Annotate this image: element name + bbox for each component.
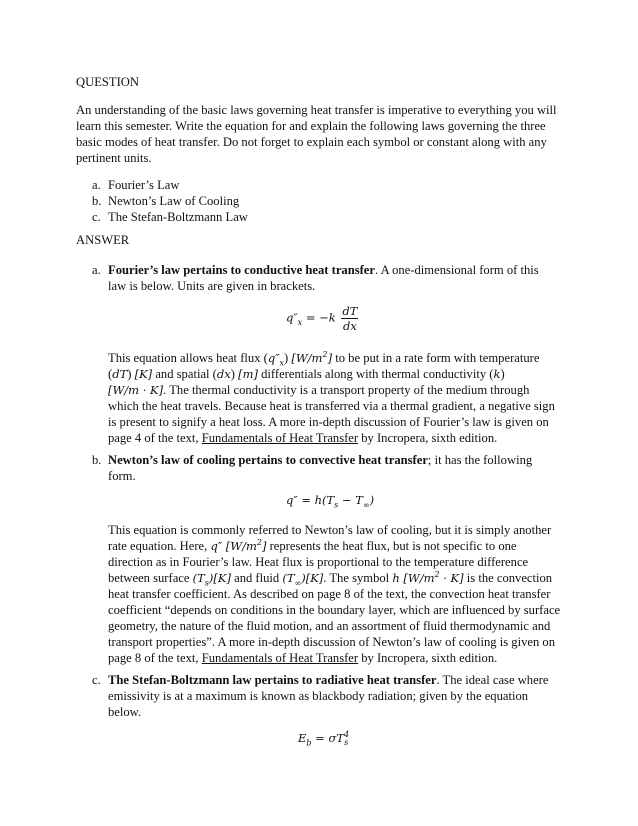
fourier-equation: $q''_x = -k$ $\frac{dT}{dx}$: [286, 304, 358, 333]
list-marker: b.: [92, 194, 102, 208]
answer-a-intro: Fourier’s law pertains to conductive heat transfer. A one-dimensional form of this law is below. Units are given in brackets.: [108, 263, 539, 293]
answer-b-intro: Newton’s law of cooling pertains to convective heat transfer; it has the following form.: [108, 453, 533, 483]
question-heading: QUESTION: [76, 75, 139, 89]
bold-law-name: Newton’s law of cooling pertains to convective heat transfer: [108, 453, 428, 467]
stefan-boltzmann-equation: $E_b = \sigma T^4_s$: [298, 730, 350, 748]
book-title: Fundamentals of Heat Transfer: [201, 651, 359, 665]
bold-law-name: Fourier’s law pertains to conductive heat transfer: [108, 263, 375, 277]
answer-heading: ANSWER: [76, 233, 130, 247]
answer-b-paragraph: This equation is commonly referred to Newton’s law of cooling, but it is simply another rate equation. Here, q″ $[W/m^2]$ represents the heat flux, but is not specific to one direction as in Fourier’s law. Heat flux is proportional to the temperature difference between surface $(T_s)[K]$ and fluid $(T_\infty)[K]$. The symbol h $[W/m^2 \cdot K]$ is the convection heat transfer coefficient. As described on page 8 of the text, the convection heat transfer coefficient “depends on conditions in the boundary layer, which are influenced by surface geometry, the nature of the fluid motion, and an assortment of fluid thermodynamic and transport properties”. A more in-depth discussion of Newton’s law of cooling is given on page 8 of the text, Fundamentals of Heat Transfer by Incropera, sixth edition.: [108, 523, 561, 665]
question-line: pertinent units.: [76, 151, 152, 165]
bold-law-name: The Stefan-Boltzmann law pertains to radiative heat transfer: [108, 673, 437, 687]
answer-marker-a: a.: [92, 263, 101, 277]
newton-equation: $q'' = h(T_s - T_\infty)$: [286, 493, 375, 510]
question-line: learn this semester. Write the equation for and explain the following laws governing the three: [76, 119, 546, 133]
list-item: Fourier’s Law: [108, 178, 180, 192]
list-item: The Stefan-Boltzmann Law: [108, 210, 248, 224]
answer-c-intro: The Stefan-Boltzmann law pertains to radiative heat transfer. The ideal case where emissivity is at a maximum is known as blackbody radiation; given by the equation below.: [108, 673, 549, 719]
book-title: Fundamentals of Heat Transfer: [201, 431, 359, 445]
list-marker: a.: [92, 178, 101, 192]
question-line: basic modes of heat transfer. Do not forget to explain each symbol or constant along with any: [76, 135, 547, 149]
answer-marker-b: b.: [92, 453, 102, 467]
question-line: An understanding of the basic laws governing heat transfer is imperative to everything you will: [76, 103, 557, 117]
answer-marker-c: c.: [92, 673, 101, 687]
list-marker: c.: [92, 210, 101, 224]
question-paragraph: [76, 102, 556, 166]
answer-a-paragraph: This equation allows heat flux $(q''_x)$ $[W/m^2]$ to be put in a rate form with temperature (dT) [K] and spatial (dx) [m] differentials along with thermal conductivity (k) [W/m · K]. The thermal conductivity is a transport property of the medium through which the heat travels. Because heat is transferred via a thermal gradient, a negative sign is present to signify a heat loss. A more in-depth discussion of Fourier’s law is given on page 4 of the text, Fundamentals of Heat Transfer by Incropera, sixth edition.: [108, 350, 555, 445]
list-item: Newton’s Law of Cooling: [108, 194, 240, 208]
